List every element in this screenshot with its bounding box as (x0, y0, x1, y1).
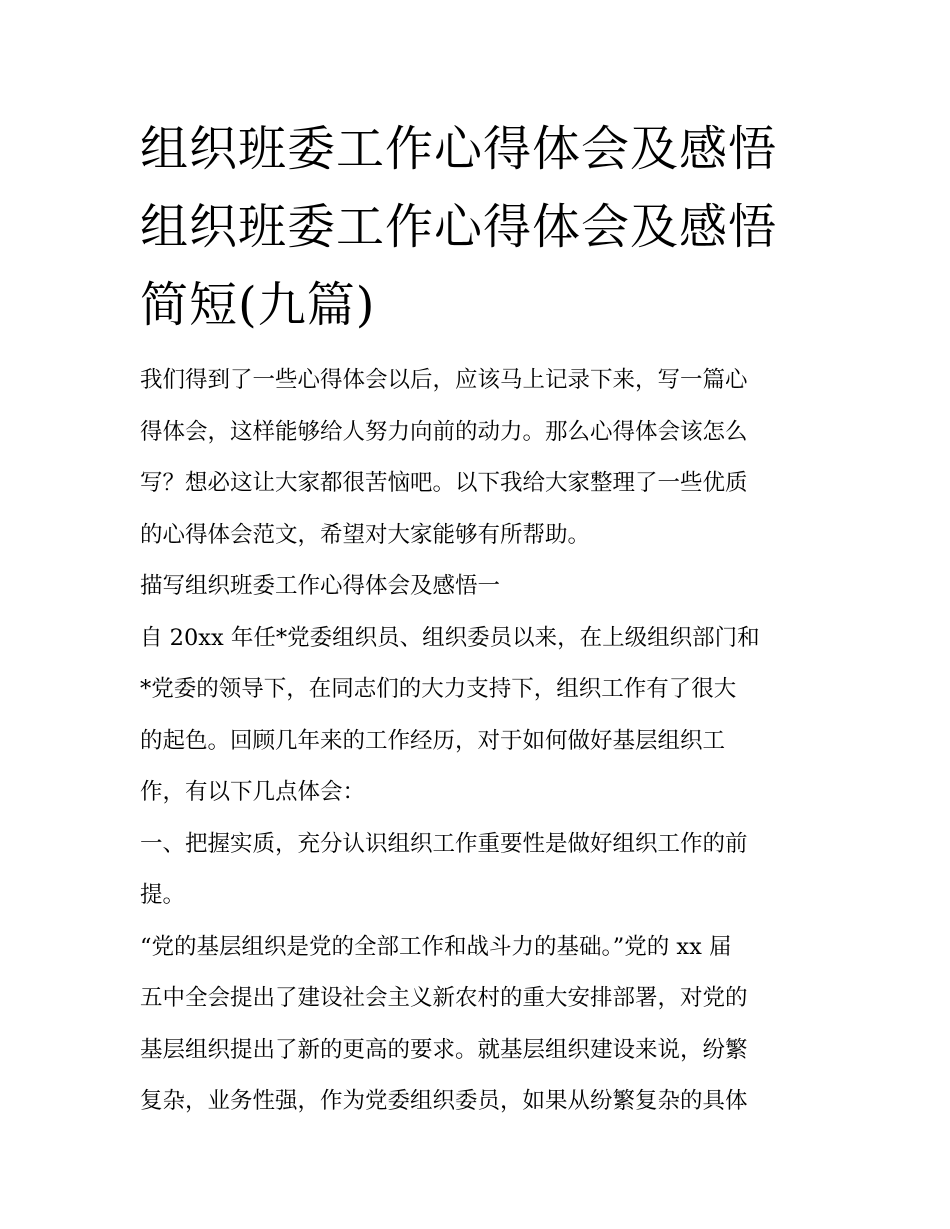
text-line: 提。 (140, 882, 186, 908)
text-line: 基层组织提出了新的更高的要求。就基层组织建设来说，纷繁 (140, 1036, 748, 1063)
text-line: 我们得到了一些心得体会以后，应该马上记录下来，写一篇心 (140, 367, 748, 393)
text-line: *党委的领导下，在同志们的大力支持下，组织工作有了很大 (140, 676, 737, 702)
text-line: 作，有以下几点体会： (140, 779, 366, 805)
body-paragraph (140, 613, 830, 819)
title-line-3: 简短(九篇) (140, 277, 376, 333)
text-line: 复杂，业务性强，作为党委组织委员，如果从纷繁复杂的具体 (140, 1088, 748, 1114)
point-heading (140, 819, 830, 922)
text-line: 描写组织班委工作心得体会及感悟一 (140, 573, 501, 599)
title-line-1: 组织班委工作心得体会及感悟 (140, 121, 778, 177)
text-line: 的起色。回顾几年来的工作经历，对于如何做好基层组织工 (140, 727, 726, 754)
text-line: 五中全会提出了建设社会主义新农村的重大安排部署，对党的 (140, 985, 748, 1011)
section-heading (140, 561, 830, 613)
text-line: “党的基层组织是党的全部工作和战斗力的基础。”党的 xx 届 (140, 933, 732, 960)
text-line: 的心得体会范文，希望对大家能够有所帮助。 (140, 521, 591, 548)
document-body (140, 355, 830, 1128)
text-line: 一、把握实质，充分认识组织工作重要性是做好组织工作的前 (140, 830, 748, 857)
intro-paragraph (140, 355, 830, 561)
title-line-2: 组织班委工作心得体会及感悟 (140, 199, 778, 255)
text-line: 写？想必这让大家都很苦恼吧。以下我给大家整理了一些优质 (140, 470, 748, 496)
body-paragraph (140, 922, 830, 1128)
text-line: 得体会，这样能够给人努力向前的动力。那么心得体会该怎么 (140, 418, 748, 445)
document-title (140, 110, 830, 344)
text-line: 自 20xx 年任*党委组织员、组织委员以来，在上级组织部门和 (140, 624, 760, 651)
